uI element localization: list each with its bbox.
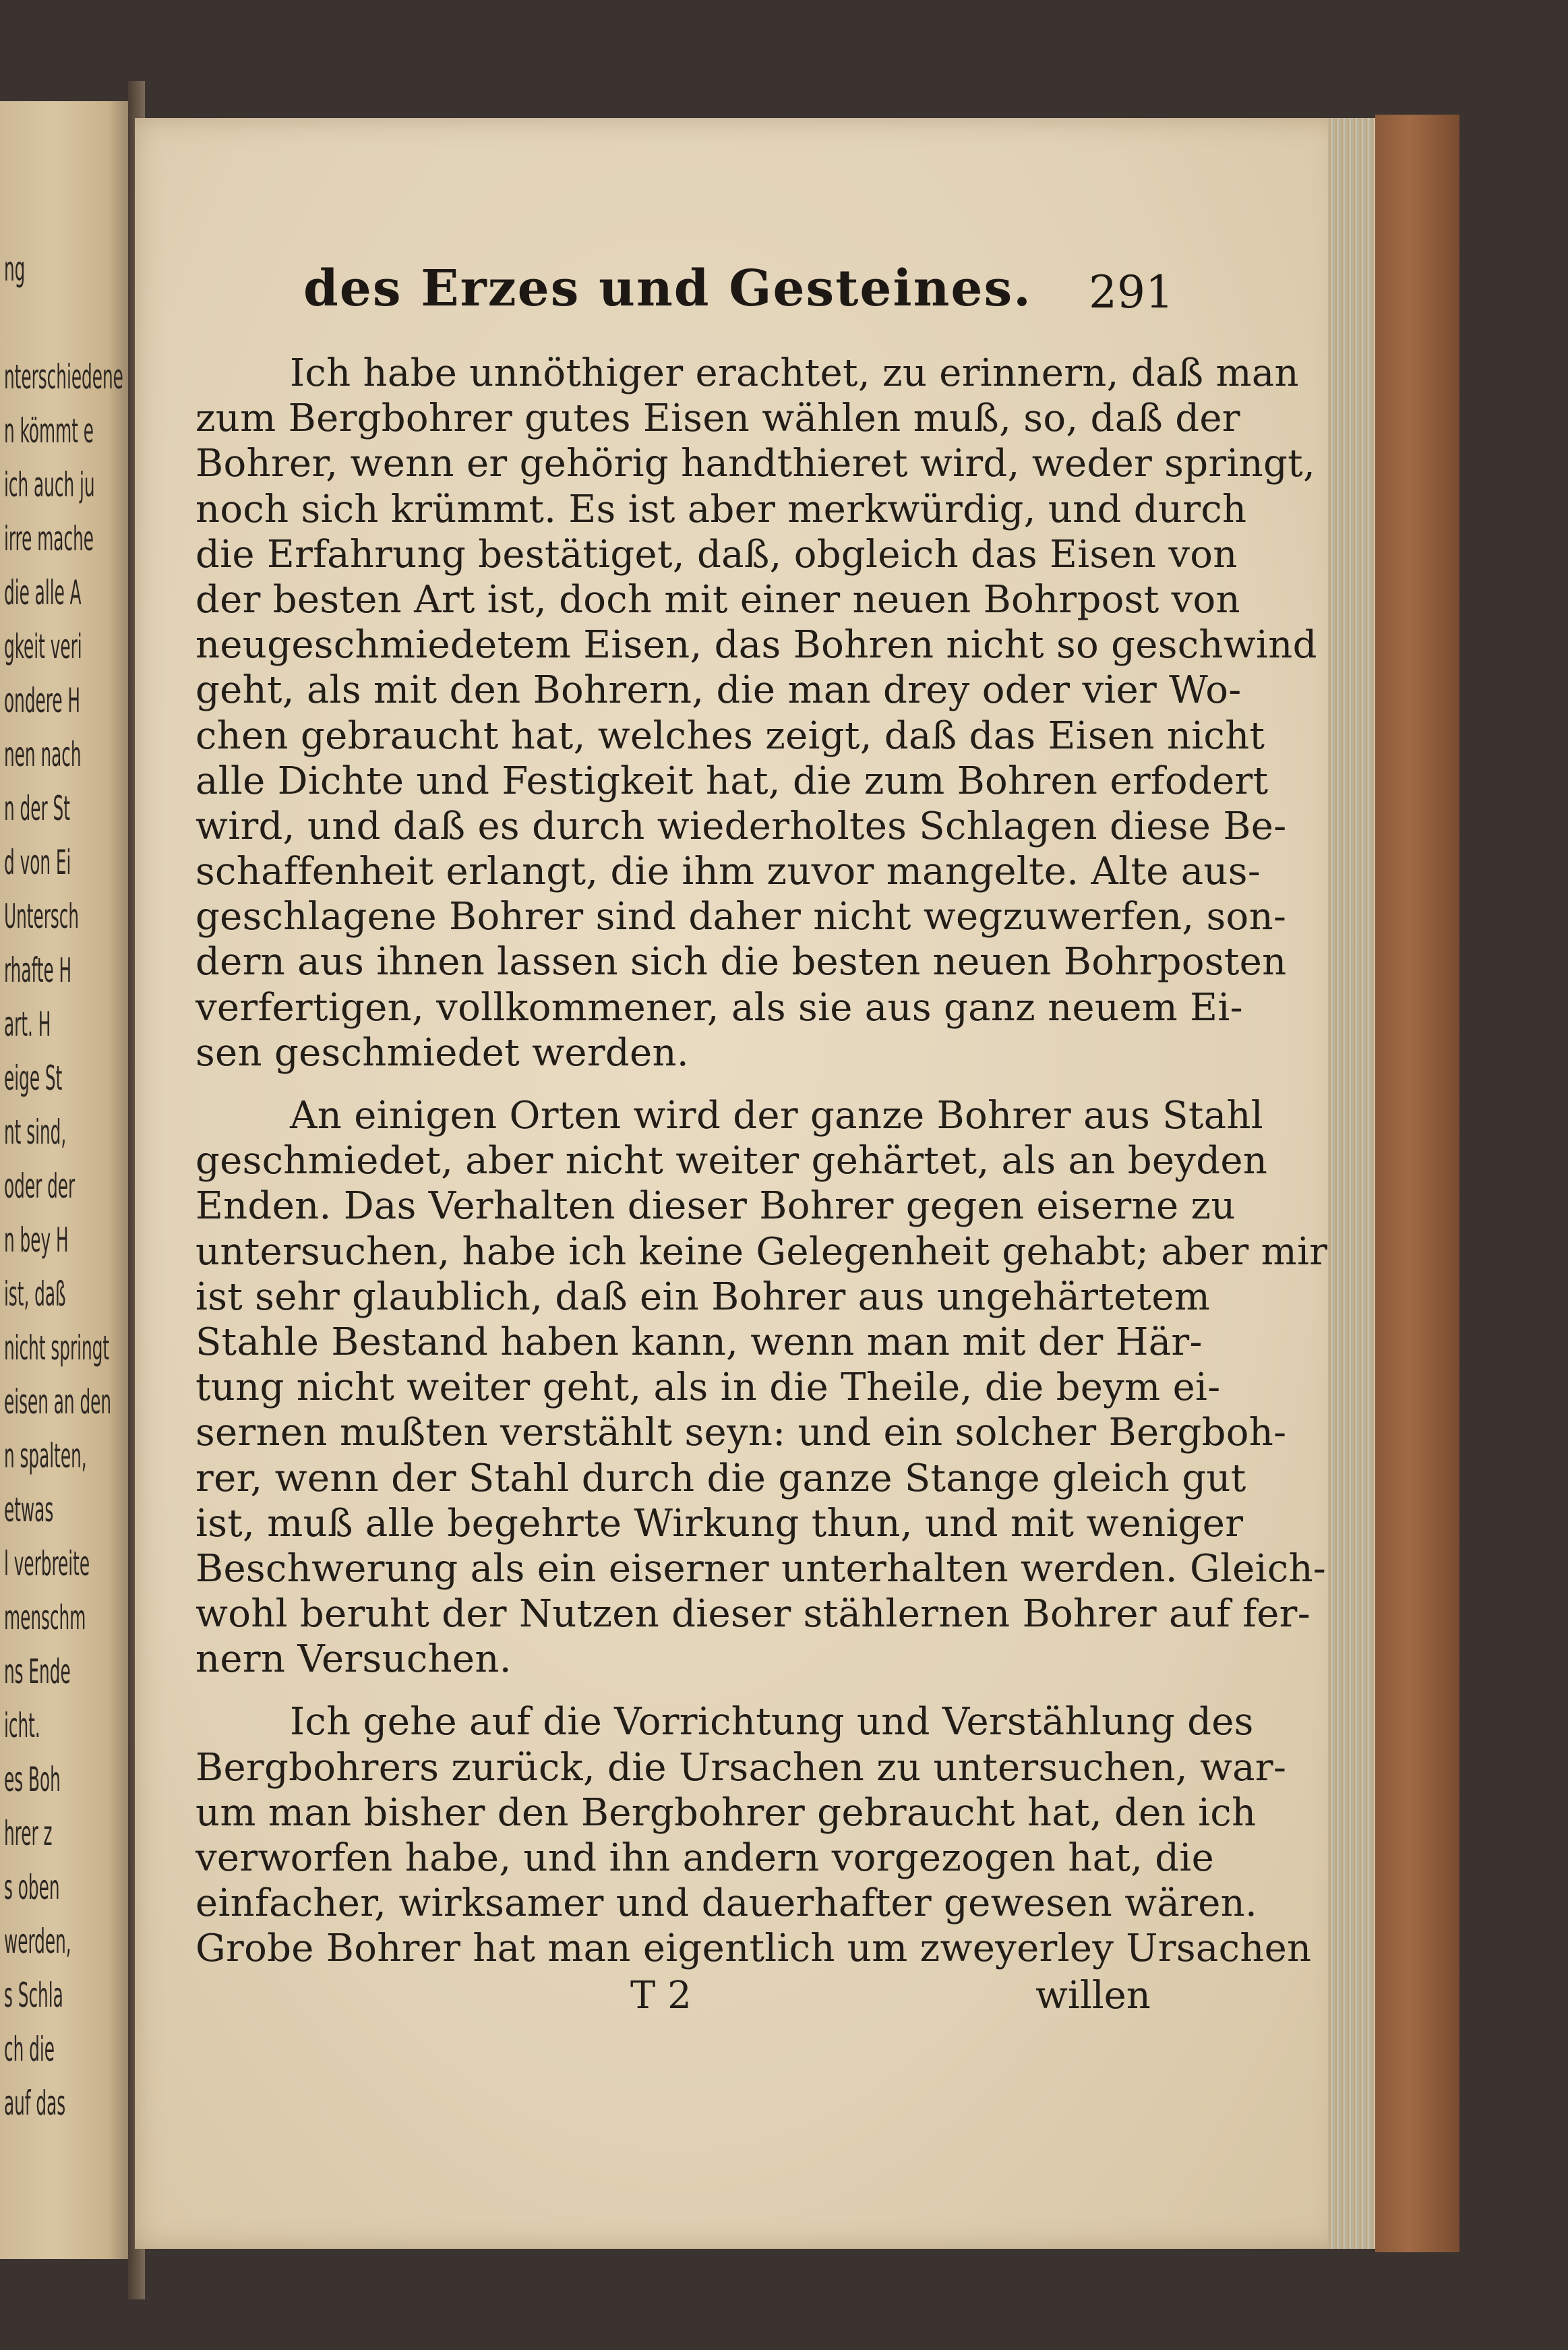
left-page-line: es Boh bbox=[4, 1760, 61, 1799]
text-line: rer, wenn der Stahl durch die ganze Stange gleich gut bbox=[195, 1456, 1246, 1500]
text-line: Bergbohrers zurück, die Ursachen zu untersuchen, war- bbox=[195, 1745, 1287, 1790]
page-edges bbox=[1328, 118, 1382, 2249]
page-number: 291 bbox=[1089, 266, 1174, 318]
left-page-line: nt sind, bbox=[4, 1113, 67, 1152]
paragraph-gap bbox=[195, 1076, 1153, 1093]
left-page-line: ich auch ju bbox=[4, 465, 95, 504]
text-line: verfertigen, vollkommener, als sie aus ganz neuem Ei- bbox=[195, 985, 1243, 1030]
text-line: sernen mußten verstählt seyn: und ein solcher Bergboh- bbox=[195, 1411, 1287, 1455]
left-page-line: s Schla bbox=[4, 1976, 63, 2015]
text-line: geschmiedet, aber nicht weiter gehärtet, als an beyden bbox=[195, 1139, 1268, 1183]
paragraph bbox=[195, 1093, 1328, 1682]
left-page-line: hrer z bbox=[4, 1814, 53, 1853]
left-page-fragment bbox=[0, 101, 135, 2259]
left-page-line: n bey H bbox=[4, 1221, 69, 1260]
left-page-line: icht. bbox=[4, 1706, 40, 1745]
left-page-line: die alle A bbox=[4, 573, 82, 612]
left-page-line: n spalten, bbox=[4, 1436, 87, 1475]
left-page-line: irre mache bbox=[4, 519, 94, 558]
text-line: um man bisher den Bergbohrer gebraucht hat, den ich bbox=[195, 1790, 1257, 1835]
text-line: geht, als mit den Bohrern, die man drey oder vier Wo- bbox=[195, 668, 1242, 713]
text-line: Ich habe unnöthiger erachtet, zu erinnern, daß man bbox=[290, 351, 1299, 395]
left-page-line: n der St bbox=[4, 789, 70, 828]
left-page-line: oder der bbox=[4, 1167, 76, 1206]
left-page-line: eisen an den bbox=[4, 1382, 112, 1421]
paragraph bbox=[195, 1699, 1312, 1971]
text-line: Ich gehe auf die Vorrichtung und Verstählung des bbox=[290, 1700, 1254, 1744]
catchword: willen bbox=[1035, 1974, 1151, 2018]
text-line: nern Versuchen. bbox=[195, 1637, 512, 1682]
left-page-line: n kömmt e bbox=[4, 411, 94, 450]
left-page-line: auf das bbox=[4, 2084, 66, 2123]
left-page-line: l verbreite bbox=[4, 1544, 90, 1583]
book-cover-edge bbox=[1375, 115, 1459, 2252]
left-page-line: s oben bbox=[4, 1868, 60, 1907]
left-page-line: d von Ei bbox=[4, 843, 71, 882]
text-line: tung nicht weiter geht, als in die Theile, die beym ei- bbox=[195, 1365, 1221, 1410]
text-line: sen geschmiedet werden. bbox=[195, 1030, 689, 1075]
left-page-line: eige St bbox=[4, 1059, 63, 1098]
text-line: dern aus ihnen lassen sich die besten neuen Bohrposten bbox=[195, 940, 1287, 985]
running-head: des Erzes und Gesteines. bbox=[303, 260, 1032, 318]
left-page-line: gkeit veri bbox=[4, 627, 82, 666]
left-page-line: nicht springt bbox=[4, 1328, 110, 1368]
body-text bbox=[195, 351, 1328, 1972]
left-page-line: art. H bbox=[4, 1005, 51, 1044]
text-line: wohl beruht der Nutzen dieser stählernen Bohrer auf fer- bbox=[195, 1592, 1310, 1637]
text-line: chen gebraucht hat, welches zeigt, daß das Eisen nicht bbox=[195, 713, 1265, 758]
text-line: untersuchen, habe ich keine Gelegenheit gehabt; aber mir bbox=[195, 1229, 1328, 1274]
text-line: die Erfahrung bestätiget, daß, obgleich das Eisen von bbox=[195, 532, 1238, 577]
left-page-line: ondere H bbox=[4, 681, 81, 720]
left-page-line: Untersch bbox=[4, 897, 80, 936]
left-page-line: ng bbox=[4, 249, 26, 289]
left-page-line: menschm bbox=[4, 1598, 86, 1637]
text-line: ist sehr glaublich, daß ein Bohrer aus ungehärtetem bbox=[195, 1274, 1211, 1319]
left-page-line: etwas bbox=[4, 1490, 54, 1529]
text-line: geschlagene Bohrer sind daher nicht wegzuwerfen, son- bbox=[195, 895, 1287, 939]
text-line: verworfen habe, und ihn andern vorgezogen hat, die bbox=[195, 1836, 1215, 1880]
text-line: wird, und daß es durch wiederholtes Schlagen diese Be- bbox=[195, 804, 1287, 848]
left-page-line: nen nach bbox=[4, 735, 82, 774]
left-page-line: ist, daß bbox=[4, 1274, 66, 1314]
left-page-line: ch die bbox=[4, 2030, 55, 2069]
text-line: ist, muß alle begehrte Wirkung thun, und mit weniger bbox=[195, 1501, 1244, 1546]
paragraph-gap bbox=[195, 1682, 1153, 1699]
left-page-line: nterschiedene bbox=[4, 357, 123, 396]
left-page-line: rhafte H bbox=[4, 951, 72, 990]
text-line: einfacher, wirksamer und dauerhafter gewesen wären. bbox=[195, 1881, 1258, 1926]
paragraph bbox=[195, 351, 1317, 1076]
text-line: neugeschmiedetem Eisen, das Bohren nicht so geschwind bbox=[195, 623, 1317, 668]
text-line: Beschwerung als ein eiserner unterhalten werden. Gleich- bbox=[195, 1546, 1327, 1591]
text-line: Bohrer, wenn er gehörig handthieret wird, weder springt, bbox=[195, 442, 1316, 486]
text-line: alle Dichte und Festigkeit hat, die zum Bohren erfodert bbox=[195, 759, 1269, 803]
signature-mark: T 2 bbox=[630, 1974, 692, 2018]
text-line: Stahle Bestand haben kann, wenn man mit der Här- bbox=[195, 1320, 1203, 1364]
text-line: noch sich krümmt. Es ist aber merkwürdig, und durch bbox=[195, 487, 1247, 531]
left-page-line: werden, bbox=[4, 1922, 71, 1961]
text-line: An einigen Orten wird der ganze Bohrer aus Stahl bbox=[290, 1094, 1263, 1138]
text-line: Grobe Bohrer hat man eigentlich um zweyerley Ursachen bbox=[195, 1927, 1312, 1971]
text-line: zum Bergbohrer gutes Eisen wählen muß, so, daß der bbox=[195, 396, 1240, 441]
text-line: schaffenheit erlangt, die ihm zuvor mangelte. Alte aus- bbox=[195, 850, 1261, 894]
text-line: Enden. Das Verhalten dieser Bohrer gegen eiserne zu bbox=[195, 1184, 1236, 1229]
left-page-line: ns Ende bbox=[4, 1652, 71, 1691]
text-line: der besten Art ist, doch mit einer neuen Bohrpost von bbox=[195, 577, 1240, 622]
